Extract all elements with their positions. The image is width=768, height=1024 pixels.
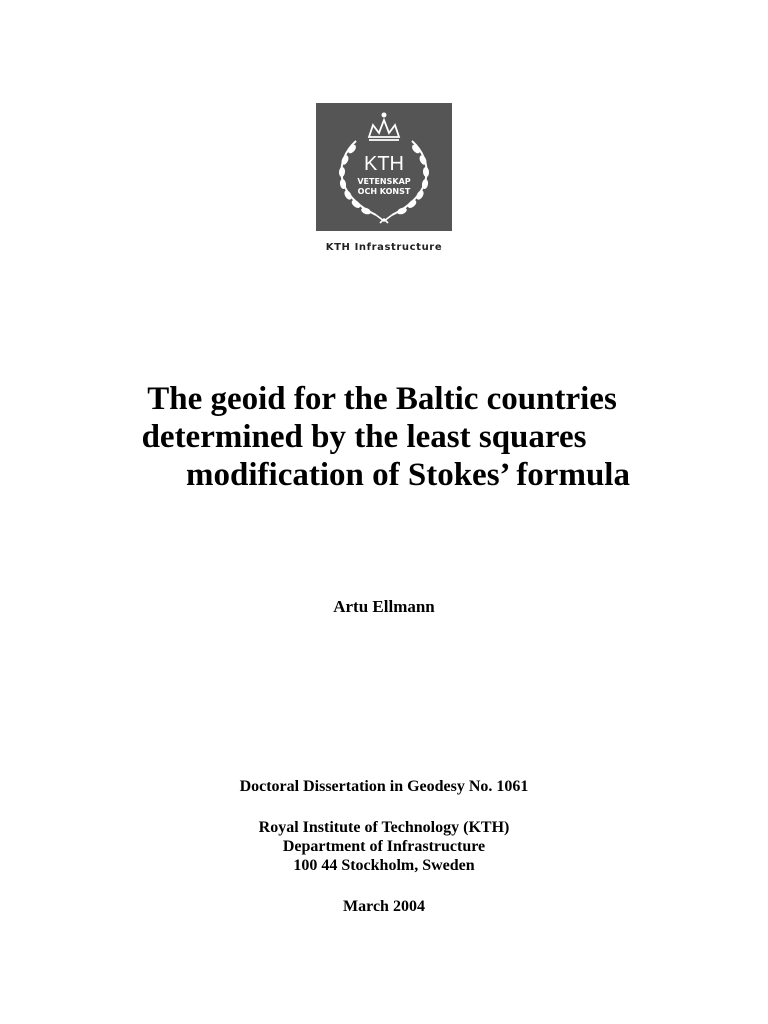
publication-date: March 2004 xyxy=(343,898,425,915)
dissertation-series: Doctoral Dissertation in Geodesy No. 1061 xyxy=(239,778,529,795)
department-name: Department of Infrastructure xyxy=(282,838,486,855)
series-info xyxy=(0,777,768,796)
logo-kth-text: KTH xyxy=(364,153,404,175)
title-line-2: determined by the least squares xyxy=(141,419,587,455)
kth-seal-graphic xyxy=(316,103,452,231)
institution-name: Royal Institute of Technology (KTH) xyxy=(258,819,510,836)
author-name: Artu Ellmann xyxy=(333,597,435,616)
address: 100 44 Stockholm, Sweden xyxy=(293,857,475,874)
logo-text-line1: VETENSKAP xyxy=(357,177,411,186)
logo-caption: KTH Infrastructure xyxy=(325,242,443,253)
title-line-1: The geoid for the Baltic countries xyxy=(147,381,617,417)
kth-logo xyxy=(316,103,452,231)
title-line-3: modification of Stokes’ formula xyxy=(186,457,630,493)
logo-text-line2: OCH KONST xyxy=(357,187,411,196)
date-block xyxy=(0,897,768,916)
institution-block xyxy=(0,818,768,875)
document-title xyxy=(100,380,668,494)
